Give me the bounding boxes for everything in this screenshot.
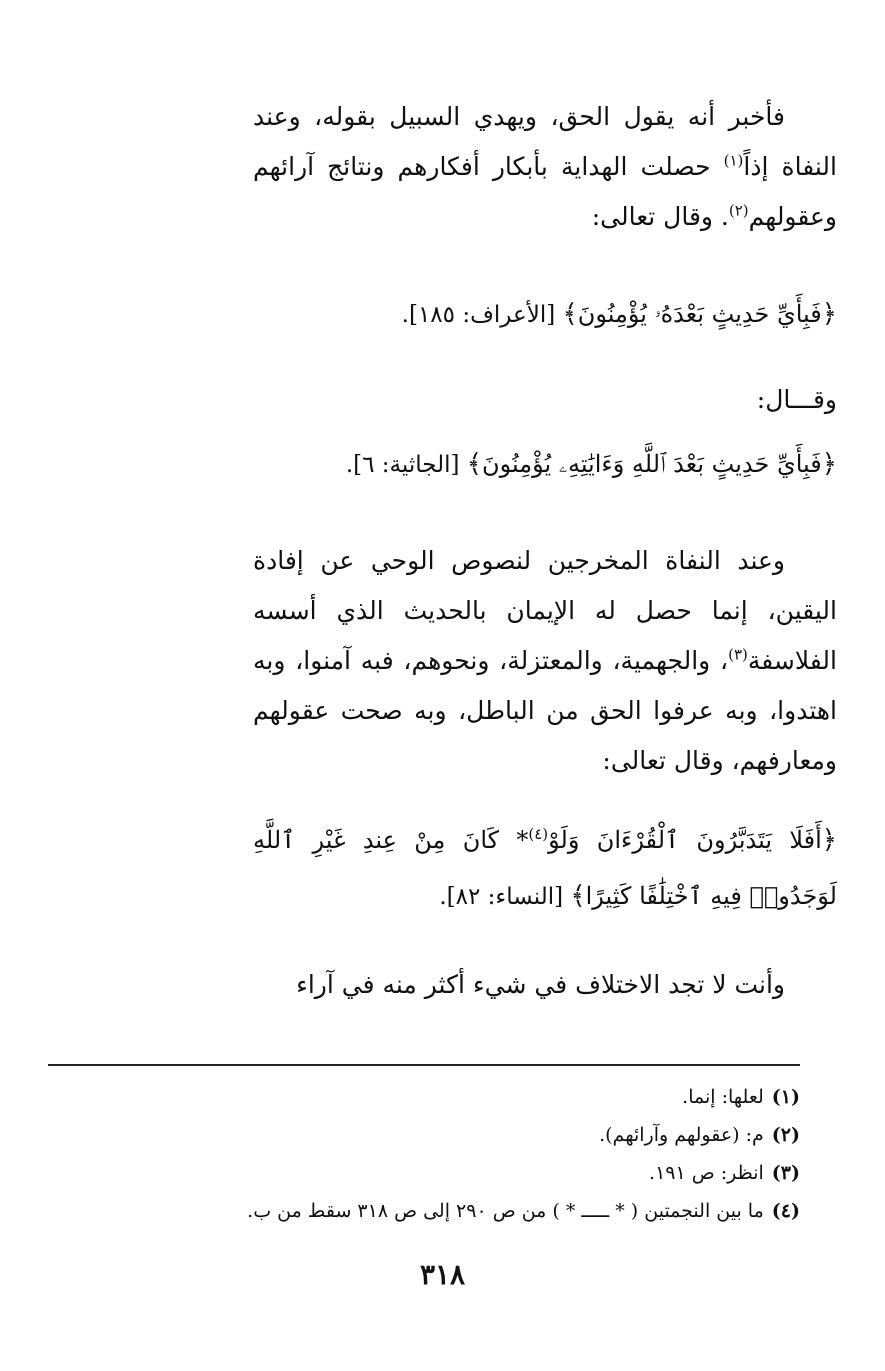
said-again-line: وقـــال: — [756, 385, 837, 414]
footnote-ref-3[interactable]: (٣) — [728, 645, 748, 664]
ornate-bracket-close: ﴾ — [562, 299, 578, 329]
verse-citation: [النساء: ٨٢]. — [439, 884, 571, 910]
paragraph-3: وأنت لا تجد الاختلاف في شيء أكثر منه في آراء — [296, 970, 785, 999]
footnote-4 — [100, 1192, 800, 1230]
verse-citation: [الأعراف: ١٨٥]. — [401, 302, 563, 328]
ornate-bracket-open: ﴿ — [821, 449, 837, 479]
quran-verse-jathiya — [253, 440, 837, 489]
ornate-bracket-close: ﴾ — [570, 881, 586, 911]
footnote-divider — [48, 1064, 800, 1066]
paragraph-2: وعند النفاة المخرجين لنصوص الوحي عن إفادة اليقين، إنما حصل له الإيمان بالحديث الذي أسسه الفلاسفة$^{(٣)}$، والجهمية، والمعتزلة، ونحوهم، فبه آمنوا، وبه اهتدوا، وبه عرفوا الحق من الباطل، وبه صحت عقولهم ومعارفهم، وقال تعالى: — [253, 546, 837, 775]
footnote-1 — [100, 1078, 800, 1116]
footnotes-section — [100, 1078, 800, 1230]
footnote-ref-4[interactable]: (٤) — [528, 825, 549, 843]
footnote-text: لعلها: إنما. — [682, 1086, 764, 1108]
footnote-2 — [100, 1116, 800, 1154]
quran-verse-araf — [253, 290, 837, 339]
ornate-bracket-open: ﴿ — [821, 825, 838, 855]
footnote-number: (٢) — [771, 1124, 800, 1146]
verse-text: فَبِأَيِّ حَدِيثٍ بَعْدَ ٱللَّهِ وَءَايَٰتِهِۦ يُؤْمِنُونَ — [482, 450, 822, 478]
footnote-3 — [100, 1154, 800, 1192]
paragraph-1: فأخبر أنه يقول الحق، ويهدي السبيل بقوله، وعند النفاة إذاً$^{(١)}$ حصلت الهداية بأبكار أفكارهم ونتائج آرائهم وعقولهم$^{(٢)}$. وقال تعالى: — [253, 102, 837, 231]
quran-verse-nisa — [253, 812, 837, 925]
ornate-bracket-open: ﴿ — [821, 299, 837, 329]
footnote-text: م: (عقولهم وآرائهم). — [599, 1124, 764, 1146]
footnote-ref-1[interactable]: (١) — [723, 151, 744, 170]
asterisk-mark: * — [516, 826, 529, 854]
footnote-number: (٤) — [771, 1200, 800, 1222]
verse-text: فَبِأَيِّ حَدِيثٍ بَعْدَهُۥ يُؤْمِنُونَ — [577, 300, 822, 328]
footnote-text: ما بين النجمتين ( * ـــــ * ) من ص ٢٩٠ إلى ص ٣١٨ سقط من ب. — [247, 1200, 764, 1222]
page-number: ٣١٨ — [419, 1258, 466, 1291]
verse-text-part-2: كَانَ مِنْ عِندِ غَيْرِ ٱللَّهِ لَوَجَدُوا۟ فِيهِ ٱخْتِلَٰفًا كَثِيرًا — [253, 826, 837, 910]
ornate-bracket-close: ﴾ — [466, 449, 482, 479]
verse-text-part-1: أَفَلَا يَتَدَبَّرُونَ ٱلْقُرْءَانَ وَلَوْ — [548, 826, 822, 854]
verse-citation: [الجاثية: ٦]. — [345, 452, 467, 478]
footnote-text: انظر: ص ١٩١. — [649, 1162, 764, 1184]
footnote-ref-2[interactable]: (٢) — [728, 201, 749, 220]
footnote-number: (١) — [771, 1086, 800, 1108]
footnote-number: (٣) — [771, 1162, 800, 1184]
